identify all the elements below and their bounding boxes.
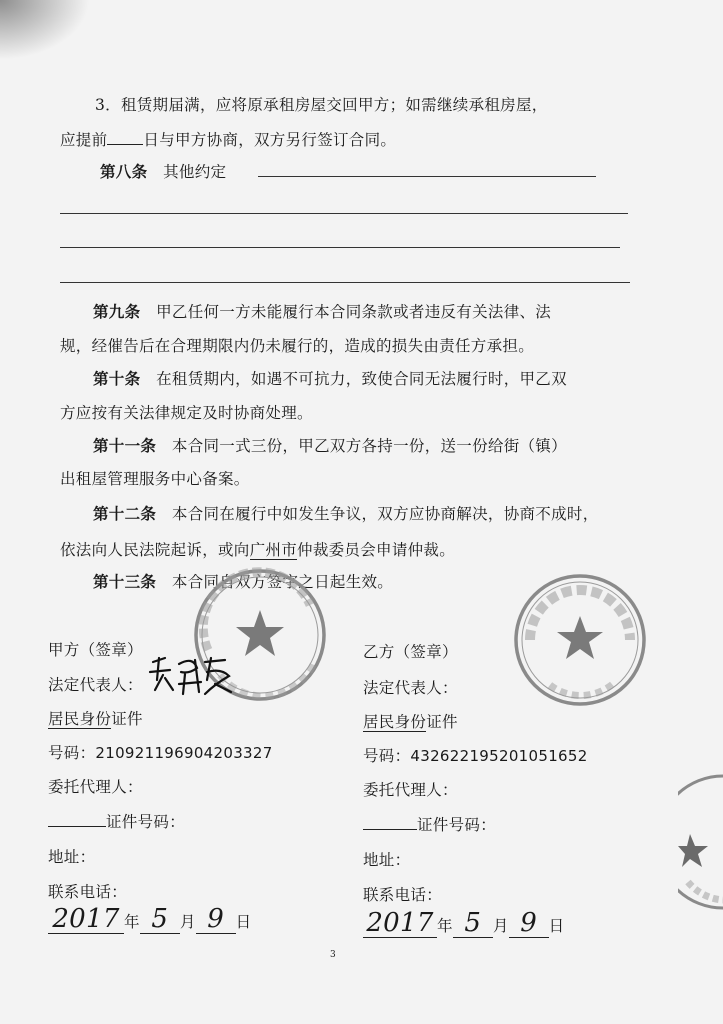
page-number: 3 [330, 950, 336, 960]
party-b-id-suffix: 证件 [426, 713, 458, 731]
party-b-number-row [363, 744, 588, 766]
clause-7-3-text-b: 日与甲方协商，双方另行签订合同。 [143, 131, 397, 149]
party-a-rep-label: 法定代表人： [48, 676, 143, 694]
party-a-handwritten-signature [145, 650, 235, 700]
party-b-date-day: 9 [509, 909, 549, 938]
party-b-id-number: 432622195201051652 [410, 747, 588, 765]
party-a-id-type: 居民身份 [48, 710, 112, 728]
party-a-date-row [48, 905, 251, 934]
party-a-address-label: 地址： [48, 848, 96, 866]
clause-11-line-1 [93, 434, 567, 456]
party-b-sign-label: 乙方（签章） [363, 643, 458, 661]
party-a-month-unit: 月 [179, 913, 196, 931]
other-terms-line-1 [60, 213, 628, 214]
clause-12-line-1 [93, 502, 599, 524]
party-a-id-number: 210921196904203327 [95, 744, 273, 762]
party-a-day-unit: 日 [235, 913, 252, 931]
clause-11-line-2: 出租屋管理服务中心备案。 [60, 470, 250, 488]
party-b-cert-blank [363, 829, 417, 830]
clause-13-text: 本合同自双方签字之日起生效。 [171, 573, 394, 591]
edge-seal-fragment [678, 772, 723, 912]
clause-8-title: 第八条 [100, 162, 148, 181]
clause-9-line-1 [93, 300, 551, 322]
clause-9-line-2: 规，经催告后在合理期限内仍未履行的，造成的损失由责任方承担。 [60, 337, 535, 355]
party-a-date-year: 2017 [48, 905, 124, 934]
other-terms-line-0 [258, 176, 596, 177]
other-terms-line-3 [60, 282, 630, 283]
party-a-id-label [48, 707, 143, 729]
party-b-id-type: 居民身份 [363, 713, 427, 731]
clause-12-line-2 [60, 538, 455, 560]
clause-7-3-text-a: 应提前 [60, 131, 108, 149]
party-b-rep-label: 法定代表人： [363, 679, 458, 697]
party-a-agent-label: 委托代理人： [48, 778, 143, 796]
party-a-date-day: 9 [196, 905, 236, 934]
party-b-month-unit: 月 [492, 917, 509, 935]
party-b-phone-label: 联系电话： [363, 886, 443, 904]
party-a-year-unit: 年 [124, 913, 140, 931]
days-blank [107, 144, 143, 145]
party-a-number-label: 号码： [48, 744, 96, 762]
party-a-cert-row [48, 810, 185, 832]
clause-7-3-line-1: 3．租赁期届满，应将原承租房屋交回甲方；如需继续承租房屋， [95, 96, 548, 114]
clause-12-title: 第十二条 [93, 504, 157, 523]
party-b-number-label: 号码： [363, 747, 411, 765]
clause-13-title: 第十三条 [93, 572, 157, 591]
party-a-id-suffix: 证件 [111, 710, 143, 728]
party-a-sign-label: 甲方（签章） [48, 641, 143, 659]
clause-8-heading [100, 160, 226, 182]
party-b-agent-label: 委托代理人： [363, 781, 458, 799]
clause-12-text-2a: 依法向人民法院起诉，或向 [60, 541, 250, 559]
clause-11-title: 第十一条 [93, 436, 157, 455]
party-b-year-unit: 年 [437, 917, 453, 935]
other-terms-line-2 [60, 247, 620, 248]
clause-9-text-1: 甲乙任何一方未能履行本合同条款或者违反有关法律、法 [156, 303, 552, 321]
clause-10-title: 第十条 [93, 369, 141, 388]
party-b-date-row [363, 909, 564, 938]
party-b-date-year: 2017 [363, 909, 437, 938]
clause-10-line-1 [93, 367, 567, 389]
party-b-day-unit: 日 [548, 917, 565, 935]
party-a-phone-label: 联系电话： [48, 883, 128, 901]
clause-12-text-1: 本合同在履行中如发生争议，双方应协商解决，协商不成时， [171, 505, 599, 523]
clause-9-title: 第九条 [93, 302, 141, 321]
clause-7-3-line-2 [60, 128, 396, 150]
party-b-cert-label: 证件号码： [417, 816, 497, 834]
clause-10-line-2: 方应按有关法律规定及时协商处理。 [60, 404, 313, 422]
party-a-date-month: 5 [140, 905, 180, 934]
party-a-number-row [48, 741, 273, 763]
party-a-cert-label: 证件号码： [106, 813, 186, 831]
party-b-id-label [363, 710, 458, 732]
clause-8-text: 其他约定 [163, 163, 227, 181]
clause-11-text-1: 本合同一式三份，甲乙双方各持一份，送一份给街（镇） [171, 437, 567, 455]
arbitration-city: 广州市 [249, 541, 298, 559]
clause-12-text-2c: 仲裁委员会申请仲裁。 [297, 541, 456, 559]
party-b-date-month: 5 [453, 909, 493, 938]
party-b-address-label: 地址： [363, 851, 411, 869]
party-b-company-seal [510, 570, 650, 710]
clause-10-text-1: 在租赁期内，如遇不可抗力，致使合同无法履行时，甲乙双 [156, 370, 567, 388]
party-a-cert-blank [48, 826, 106, 827]
party-b-cert-row [363, 813, 496, 835]
